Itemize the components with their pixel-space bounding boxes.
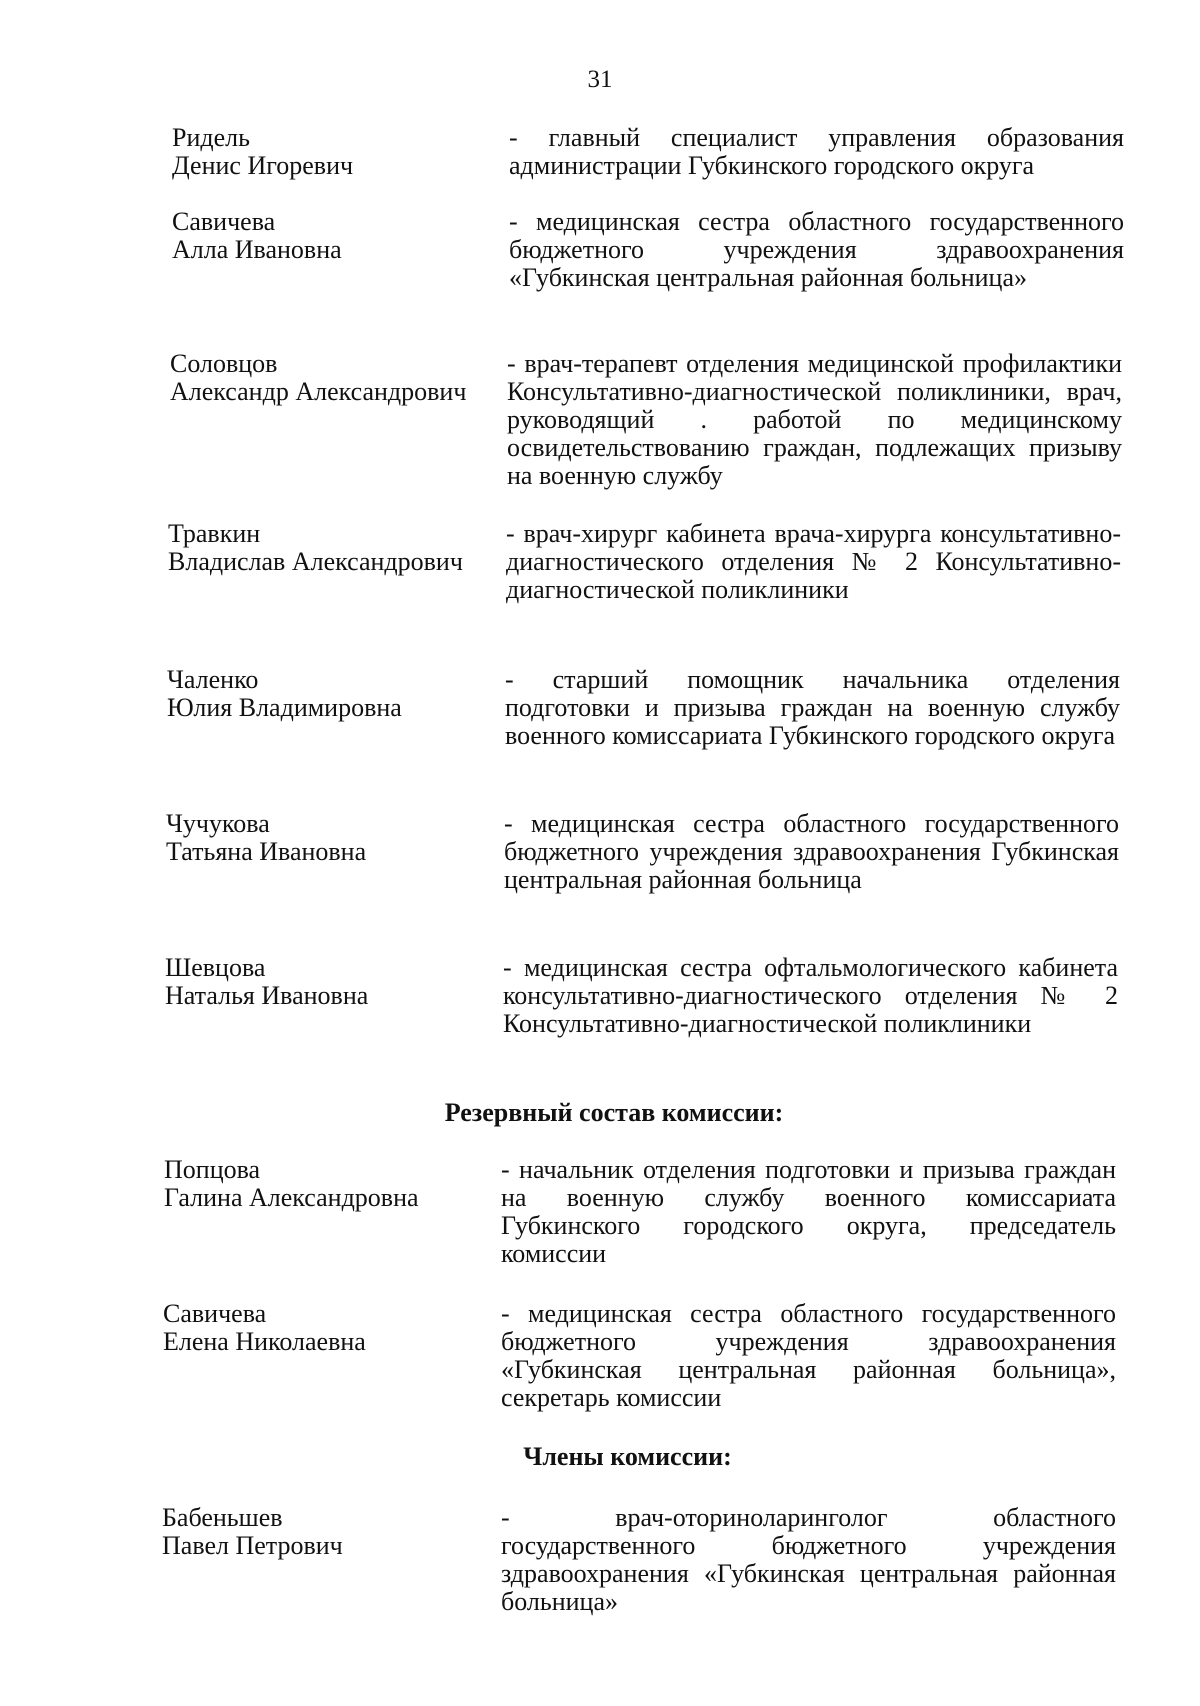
surname: Чучукова xyxy=(166,809,270,838)
surname: Попцова xyxy=(164,1155,261,1184)
position-description: - старший помощник начальника отделения подготовки и призыва граждан на военную службу военного комиссариата Губкинского городского округа xyxy=(505,665,1120,750)
surname: Ридель xyxy=(172,123,250,152)
given-names: Павел Петрович xyxy=(162,1531,343,1560)
members-heading: Члены комиссии: xyxy=(523,1442,732,1471)
position-description: - врач-терапевт отделения медицинской профилактики Консультативно-диагностической поликлиники, врач, руководящий . работой по медицинскому освидетельствованию граждан, подлежащих призыву на военную службу xyxy=(507,349,1122,490)
surname: Чаленко xyxy=(167,665,259,694)
position-description: - начальник отделения подготовки и призыва граждан на военную службу военного комиссариата Губкинского городского округа, председатель комиссии xyxy=(501,1155,1116,1268)
person-name xyxy=(172,124,502,180)
person-name xyxy=(170,350,500,406)
given-names: Елена Николаевна xyxy=(163,1327,366,1356)
surname: Травкин xyxy=(168,519,261,548)
given-names: Юлия Владимировна xyxy=(167,693,402,722)
given-names: Денис Игоревич xyxy=(172,151,354,180)
given-names: Алла Ивановна xyxy=(172,235,342,264)
given-names: Галина Александровна xyxy=(164,1183,419,1212)
page-number: 31 xyxy=(587,66,613,93)
given-names: Наталья Ивановна xyxy=(165,981,369,1010)
position-description: - главный специалист управления образования администрации Губкинского городского округа xyxy=(509,123,1124,180)
position-description: - медицинская сестра областного государственного бюджетного учреждения здравоохранения «Губкинская центральная районная больница», секретарь комиссии xyxy=(501,1299,1116,1412)
person-name xyxy=(168,520,498,576)
surname: Савичева xyxy=(163,1299,267,1328)
person-name xyxy=(165,954,495,1010)
surname: Бабеньшев xyxy=(162,1503,283,1532)
reserve-heading: Резервный состав комиссии: xyxy=(444,1098,784,1127)
person-name xyxy=(163,1300,493,1356)
person-name xyxy=(166,810,496,866)
surname: Соловцов xyxy=(170,349,278,378)
given-names: Татьяна Ивановна xyxy=(166,837,367,866)
given-names: Александр Александрович xyxy=(170,377,467,406)
person-name xyxy=(167,666,497,722)
person-name xyxy=(162,1504,492,1560)
person-name xyxy=(164,1156,494,1212)
position-description: - медицинская сестра областного государственного бюджетного учреждения здравоохранения «Губкинская центральная районная больница» xyxy=(509,207,1124,292)
surname: Шевцова xyxy=(165,953,266,982)
surname: Савичева xyxy=(172,207,276,236)
position-description: - медицинская сестра областного государственного бюджетного учреждения здравоохранения Губкинская центральная районная больница xyxy=(504,809,1119,894)
person-name xyxy=(172,208,502,264)
position-description: - врач-хирург кабинета врача-хирурга консультативно-диагностического отделения № 2 Консультативно-диагностической поликлиники xyxy=(506,519,1121,604)
position-description: - медицинская сестра офтальмологического кабинета консультативно-диагностического отделения № 2 Консультативно-диагностической поликлиники xyxy=(503,953,1118,1038)
given-names: Владислав Александрович xyxy=(168,547,463,576)
position-description: - врач-оториноларинголог областного государственного бюджетного учреждения здравоохранения «Губкинская центральная районная больница» xyxy=(501,1503,1116,1616)
